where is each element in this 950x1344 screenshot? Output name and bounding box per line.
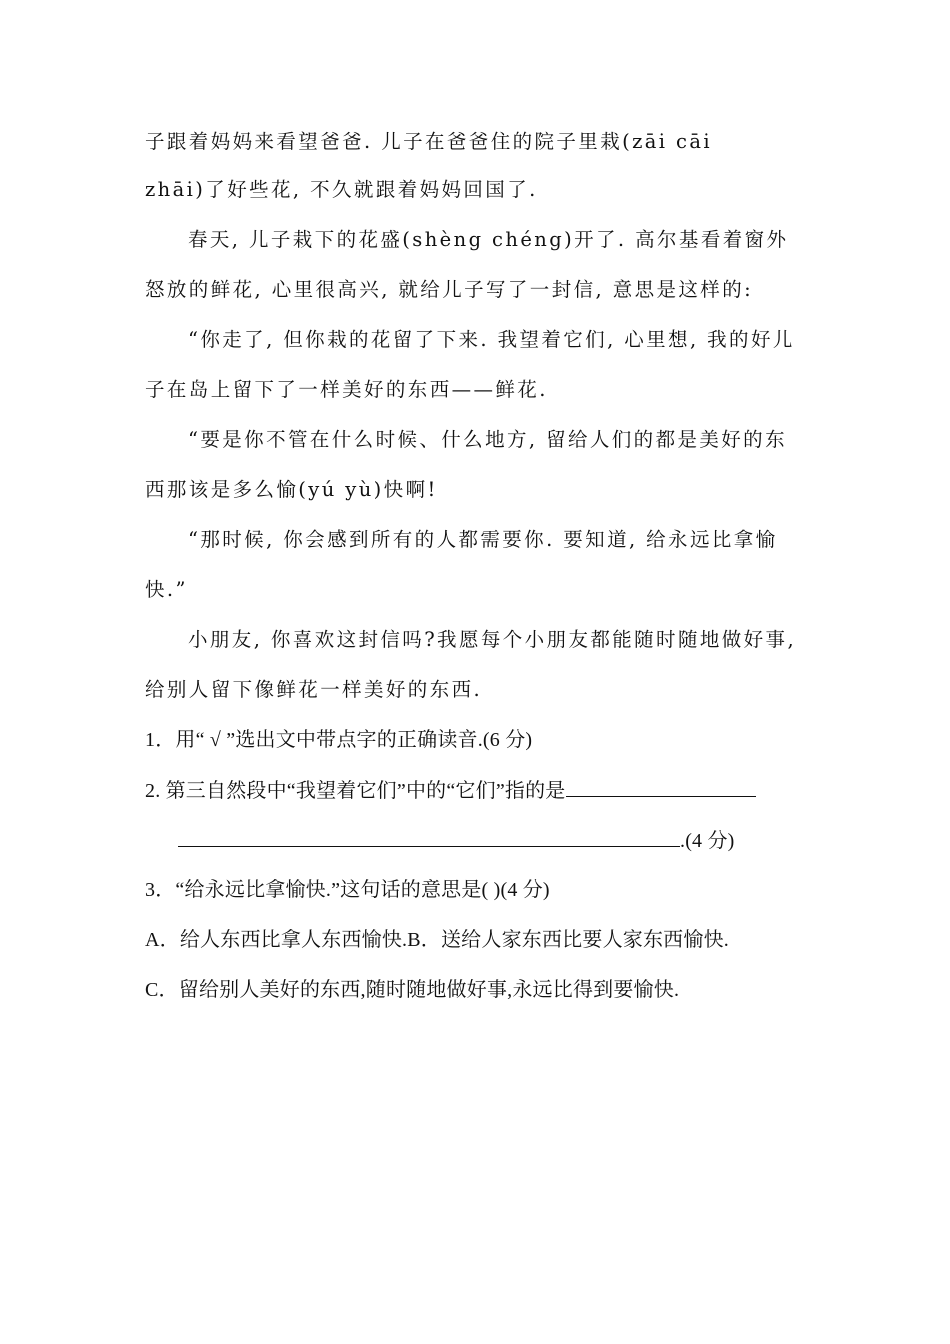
- passage-p5-line1: “那时候, 你会感到所有的人都需要你. 要知道, 给永远比拿愉: [188, 528, 778, 551]
- passage-p4-line2: 西那该是多么愉(yú yù)快啊!: [145, 478, 438, 501]
- passage-p2-line2: 怒放的鲜花, 心里很高兴, 就给儿子写了一封信, 意思是这样的:: [145, 278, 754, 301]
- question-3-options-a-b: A．给人东西比拿人东西愉快.B．送给人家东西比要人家东西愉快.: [145, 929, 729, 951]
- question-2-answer-blank-2[interactable]: [178, 826, 680, 847]
- question-3: 3．“给永远比拿愉快.”这句话的意思是( )(4 分): [145, 879, 550, 901]
- question-2-text: 2. 第三自然段中“我望着它们”中的“它们”指的是: [145, 780, 566, 802]
- passage-p4-line1: “要是你不管在什么时候、什么地方, 留给人们的都是美好的东: [188, 428, 787, 451]
- passage-p6-line2: 给别人留下像鲜花一样美好的东西.: [145, 678, 483, 701]
- passage-p1-line2: zhāi)了好些花, 不久就跟着妈妈回国了.: [145, 178, 538, 201]
- passage-p3-line2: 子在岛上留下了一样美好的东西——鲜花.: [145, 378, 548, 401]
- question-2-score: .(4 分): [680, 830, 735, 852]
- passage-p6-line1: 小朋友, 你喜欢这封信吗?我愿每个小朋友都能随时随地做好事,: [188, 628, 797, 651]
- passage-p5-line2: 快.”: [145, 578, 188, 601]
- passage-p1-line1: 子跟着妈妈来看望爸爸. 儿子在爸爸住的院子里栽(zāi cāi: [145, 130, 713, 153]
- question-1: 1．用“ √ ”选出文中带点字的正确读音.(6 分): [145, 729, 533, 751]
- passage-p2-line1: 春天, 儿子栽下的花盛(shèng chéng)开了. 高尔基看着窗外: [188, 228, 789, 251]
- question-2-line2: [178, 826, 810, 855]
- question-2-line1: [145, 776, 810, 805]
- question-2-answer-blank-1[interactable]: [566, 776, 756, 797]
- question-3-option-c: C．留给别人美好的东西,随时随地做好事,永远比得到要愉快.: [145, 979, 680, 1001]
- passage-p3-line1: “你走了, 但你栽的花留了下来. 我望着它们, 心里想, 我的好儿: [188, 328, 795, 351]
